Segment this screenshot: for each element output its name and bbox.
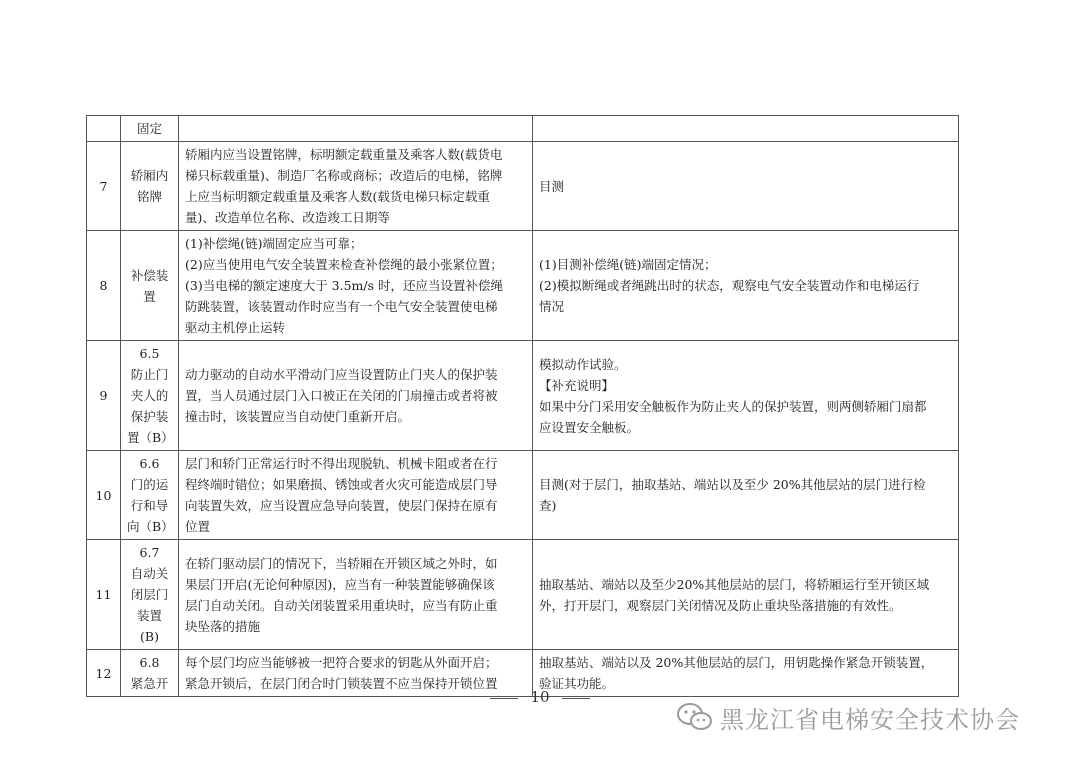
item-number-cell: 11 — [87, 540, 121, 650]
requirement-cell-line: 在轿门驱动层门的情况下，当轿厢在开锁区域之外时，如 — [185, 555, 498, 571]
item-number-cell: 12 — [87, 650, 121, 697]
requirement-cell-line: 层门自动关闭。自动关闭装置采用重块时，应当有防止重 — [185, 597, 498, 613]
method-cell-line: 应设置安全触板。 — [539, 419, 640, 435]
item-name-cell-line: 装置 — [136, 608, 162, 623]
method-cell-line: 模拟动作试验。 — [539, 356, 627, 372]
item-name-cell-line: 补偿装 — [130, 267, 169, 283]
item-name-cell-line: 6.5 — [139, 346, 160, 361]
method-cell — [533, 451, 959, 540]
item-name-cell — [121, 341, 179, 451]
method-cell-line: (1)目测补偿绳(链)端固定情况； — [539, 257, 717, 272]
item-name-cell-line: 轿厢内 — [130, 168, 169, 183]
item-name-cell — [121, 116, 179, 142]
item-name-cell-line: 6.8 — [139, 655, 160, 670]
method-cell-line: 查) — [539, 498, 557, 513]
requirement-cell — [179, 116, 533, 142]
left-dash — [490, 698, 518, 699]
item-name-cell — [121, 142, 179, 231]
method-cell-line: 目测(对于层门，抽取基站、端站以及至少 20%其他层站的层门进行检 — [539, 477, 926, 492]
method-cell — [533, 231, 959, 341]
requirement-cell-line: 层门和轿门正常运行时不得出现脱轨、机械卡阻或者在行 — [185, 456, 498, 471]
item-name-cell-line: 置 — [143, 288, 156, 304]
item-name-cell-line: 闭层门 — [130, 587, 169, 602]
watermark-text: 黑龙江省电梯安全技术协会 — [720, 705, 1020, 734]
requirement-cell-line: 撞击时，该装置应当自动使门重新开启。 — [185, 409, 411, 424]
item-name-cell-line: 紧急开 — [130, 676, 169, 691]
item-name-cell — [121, 231, 179, 341]
item-name-cell-line: 向（B） — [127, 519, 174, 534]
item-number-cell: 9 — [87, 341, 121, 451]
requirement-cell-line: 果层门开启(无论何种原因)，应当有一种装置能够确保该 — [185, 576, 495, 592]
item-number-cell: 7 — [87, 142, 121, 231]
method-cell — [533, 540, 959, 650]
method-cell-line: 如果中分门采用安全触板作为防止夹人的保护装置，则两侧轿厢门扇都 — [539, 398, 927, 414]
wechat-icon — [676, 701, 714, 733]
item-name-cell-line: (B) — [140, 629, 159, 644]
table-body — [87, 116, 959, 697]
item-name-cell-line: 门的运 — [130, 477, 169, 492]
method-cell — [533, 116, 959, 142]
inspection-table — [86, 115, 959, 697]
right-dash — [562, 698, 590, 699]
requirement-cell-line: 位置 — [185, 519, 211, 534]
item-name-cell — [121, 540, 179, 650]
requirement-cell-line: 驱动主机停止运转 — [185, 320, 286, 335]
requirement-cell-line: 向装置失效，应当设置应急导向装置，使层门保持在原有 — [185, 498, 498, 513]
item-name-cell-line: 置（B） — [127, 430, 174, 445]
item-number-cell: 10 — [87, 451, 121, 540]
method-cell — [533, 341, 959, 451]
table-row — [87, 142, 959, 231]
requirement-cell-line: 防跳装置，该装置动作时应当有一个电气安全装置使电梯 — [185, 299, 498, 314]
method-cell-line: 外，打开层门，观察层门关闭情况及防止重块坠落措施的有效性。 — [539, 597, 902, 613]
requirement-cell-line: 程终端时错位；如果磨损、锈蚀或者火灾可能造成层门导 — [185, 477, 498, 492]
method-cell-line: 目测 — [539, 178, 565, 194]
method-cell-line: 情况 — [539, 299, 565, 314]
table-row — [87, 540, 959, 650]
watermark — [676, 700, 1020, 734]
requirement-cell-line: 动力驱动的自动水平滑动门应当设置防止门夹人的保护装 — [185, 367, 498, 382]
requirement-cell-line: 紧急开锁后，在层门闭合时门锁装置不应当保持开锁位置 — [185, 676, 498, 691]
item-name-cell-line: 夹人的 — [130, 388, 169, 403]
item-name-cell-line: 防止门 — [130, 367, 169, 382]
item-name-cell-line: 6.7 — [139, 545, 160, 560]
requirement-cell-line: 块坠落的措施 — [185, 618, 261, 634]
item-name-cell-line: 保护装 — [130, 409, 169, 424]
requirement-cell-line: 轿厢内应当设置铭牌，标明额定载重量及乘客人数(载货电 — [185, 147, 503, 162]
requirement-cell-line: 置，当人员通过层门入口被正在关闭的门扇撞击或者将被 — [185, 388, 498, 403]
method-cell-line: 【补充说明】 — [539, 377, 615, 393]
requirement-cell — [179, 540, 533, 650]
requirement-cell-line: (2)应当使用电气安全装置来检查补偿绳的最小张紧位置； — [185, 257, 503, 272]
method-cell-line: 抽取基站、端站以及 20%其他层站的层门，用钥匙操作紧急开锁装置， — [539, 655, 934, 670]
method-cell-line: 验证其功能。 — [539, 676, 615, 691]
item-name-cell-line: 自动关 — [130, 566, 169, 581]
requirement-cell-line: 每个层门均应当能够被一把符合要求的钥匙从外面开启； — [185, 655, 498, 670]
table-row — [87, 116, 959, 142]
table-row — [87, 231, 959, 341]
requirement-cell — [179, 142, 533, 231]
page-number-text: 10 — [530, 688, 550, 706]
item-name-cell — [121, 451, 179, 540]
item-name-cell-line: 6.6 — [139, 456, 160, 471]
method-cell — [533, 142, 959, 231]
table-row — [87, 341, 959, 451]
requirement-cell-line: 上应当标明额定载重量及乘客人数(载货电梯只标定载重 — [185, 189, 490, 204]
requirement-cell-line: (1)补偿绳(链)端固定应当可靠； — [185, 236, 363, 251]
item-name-cell-line: 固定 — [136, 121, 162, 136]
requirement-cell — [179, 341, 533, 451]
requirement-cell — [179, 231, 533, 341]
requirement-cell — [179, 451, 533, 540]
item-number-cell: 8 — [87, 231, 121, 341]
item-name-cell-line: 行和导 — [130, 498, 169, 513]
requirement-cell-line: 量)、改造单位名称、改造竣工日期等 — [185, 210, 390, 225]
requirement-cell-line: 梯只标载重量)、制造厂名称或商标；改造后的电梯，铭牌 — [185, 168, 503, 183]
method-cell-line: (2)模拟断绳或者绳跳出时的状态，观察电气安全装置动作和电梯运行 — [539, 278, 920, 293]
item-name-cell-line: 铭牌 — [136, 189, 162, 204]
requirement-cell-line: (3)当电梯的额定速度大于 3.5m/s 时，还应当设置补偿绳 — [185, 278, 504, 293]
method-cell-line: 抽取基站、端站以及至少20%其他层站的层门，将轿厢运行至开锁区域 — [539, 576, 930, 592]
table-row — [87, 451, 959, 540]
item-number-cell — [87, 116, 121, 142]
